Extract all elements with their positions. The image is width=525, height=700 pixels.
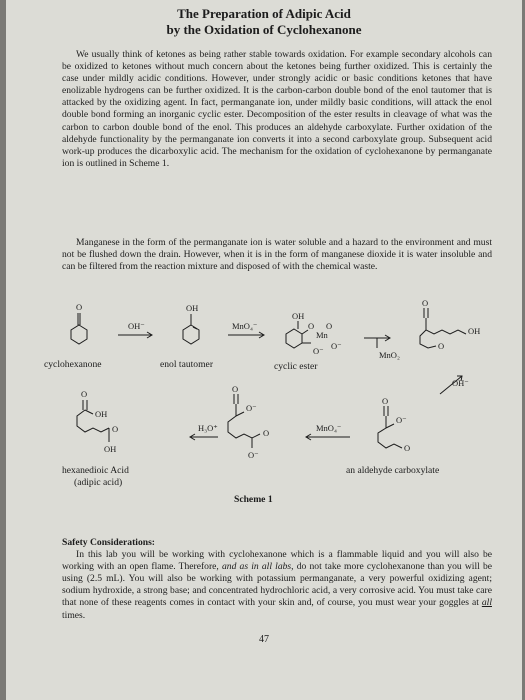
manganese-text: Manganese in the form of the permanganate ion is water soluble and a hazard to the environment and must not be flushed down the drain. However, when it is in the form of manganese dioxide it is water insoluble and can be filtered from the reaction mixture and disposed of with the chemical waste. xyxy=(62,237,492,273)
atom-label: O xyxy=(404,443,411,453)
safety-section xyxy=(62,537,492,622)
atom-label: OH xyxy=(468,326,481,336)
atom-label: OH xyxy=(104,444,117,454)
atom-label: O xyxy=(232,384,239,394)
safety-text-2: do not take more cyclohexanone than you will be using (2.5 mL). You will also be working with potassium permanganate, a very powerful oxidizing agent; sodium hydroxide, a strong base; and concentrated hydrochloric acid, a very corrosive acid. You must take care that none of these reagents comes in contact with your skin and, of course, you must wear your goggles at xyxy=(62,561,492,609)
label-cyclohexanone: cyclohexanone xyxy=(44,359,102,370)
label-hexanedioic-acid: hexanedioic Acid xyxy=(62,465,129,476)
label-cyclic-ester: cyclic ester xyxy=(274,361,318,372)
atom-label: O⁻ xyxy=(248,450,259,460)
atom-label: Mn xyxy=(316,330,328,340)
aldehyde-carboxylate-structure xyxy=(378,406,402,448)
atom-label: O⁻ xyxy=(313,346,324,356)
atom-label: O xyxy=(263,428,270,438)
atom-label: O xyxy=(308,321,315,331)
intro-text: We usually think of ketones as being rather stable towards oxidation. For example secondary alcohols can be oxidized to ketones without much concern about the ketones being further oxidized. This is certainly the case under mildly acidic conditions. However, under strongly acidic or basic conditions ketones that have enolizable hydrogens can be further oxidized. It is the carbon-carbon double bond of the enol tautomer that is attacked by the oxidizing agent. In fact, permanganate ion, under mildly basic conditions, will attack the enol double bond forming an inorganic cyclic ester. Decomposition of the ester results in cleavage of what was the carbon to carbon double bond of the enol. This produces an aldehyde carboxylate. Further oxidation of the aldehyde functionality by the permanganate ion converts it into a second carboxylate group. Subsequent acid work-up produces the dicarboxylic acid. The mechanism for the oxidation of cyclohexanone by permanganate ion is outlined in Scheme 1. xyxy=(62,49,492,169)
adipic-acid-structure xyxy=(77,400,109,442)
title-line-2: by the Oxidation of Cyclohexanone xyxy=(166,22,362,37)
safety-emphasis: and as in all labs, xyxy=(222,561,294,573)
atom-label: O⁻ xyxy=(331,341,342,351)
atom-label: O xyxy=(81,389,88,399)
reaction-scheme xyxy=(6,296,522,511)
intro-paragraph xyxy=(62,49,492,170)
label-adipic-acid: (adipic acid) xyxy=(74,477,123,488)
atom-label: O⁻ xyxy=(246,403,257,413)
atom-label: O⁻ xyxy=(396,415,407,425)
page-number: 47 xyxy=(259,634,269,645)
atom-label: O xyxy=(382,396,389,406)
document-page xyxy=(6,0,522,700)
atom-label: OH xyxy=(292,311,305,321)
enol-structure xyxy=(183,314,199,344)
reagent-mno4-2: MnO₄⁻ xyxy=(316,423,342,433)
title-line-1: The Preparation of Adipic Acid xyxy=(177,6,351,21)
atom-label: O xyxy=(422,298,429,308)
manganese-paragraph xyxy=(62,237,492,273)
cyclohexanone-structure xyxy=(71,313,87,344)
atom-label: O xyxy=(438,341,445,351)
safety-heading: Safety Considerations: xyxy=(62,537,156,548)
safety-text-3: times. xyxy=(62,609,86,621)
safety-underline: all xyxy=(481,597,492,609)
reagent-mno4: MnO₄⁻ xyxy=(232,321,258,331)
label-enol-tautomer: enol tautomer xyxy=(160,359,214,370)
reagent-h3o: H₃O⁺ xyxy=(198,423,218,433)
reagent-oh-2: OH⁻ xyxy=(452,378,469,388)
reagent-mno2: MnO₂ xyxy=(379,350,400,360)
safety-text-1: In this lab you will be working with cyclohexanone which is a flammable liquid and you will also be working with an open flame. Therefore, xyxy=(62,549,492,573)
scheme-caption: Scheme 1 xyxy=(234,494,273,505)
atom-label: O xyxy=(76,302,83,312)
atom-label: O xyxy=(112,424,119,434)
atom-label: OH xyxy=(186,303,199,313)
atom-label: OH xyxy=(95,409,108,419)
label-aldehyde-carboxylate: an aldehyde carboxylate xyxy=(346,465,440,476)
atom-label: O xyxy=(326,321,333,331)
reagent-oh: OH⁻ xyxy=(128,321,145,331)
